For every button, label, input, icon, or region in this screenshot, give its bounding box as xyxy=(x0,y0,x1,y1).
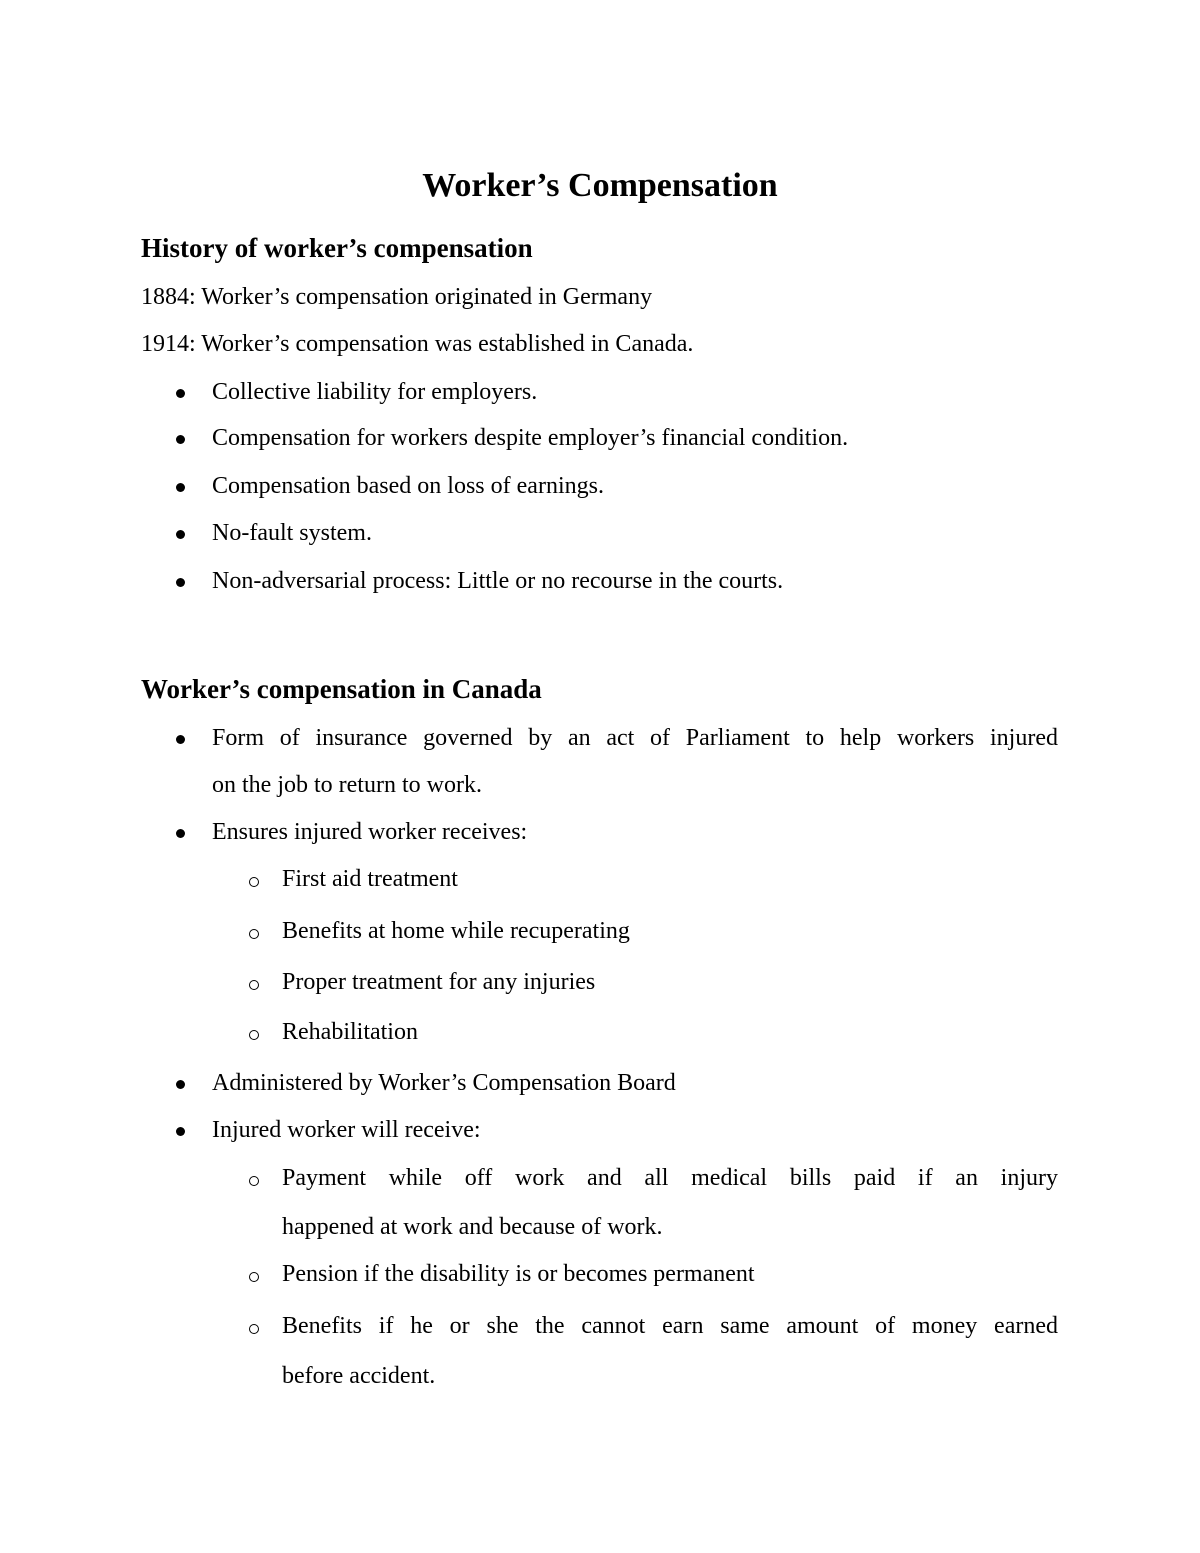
receive-payment-line2: happened at work and because of work. xyxy=(282,1214,663,1240)
receive-benefits-line1: Benefits if he or she the cannot earn same amount of money earned xyxy=(282,1313,1058,1339)
bullet-icon xyxy=(176,530,185,539)
bullet-icon xyxy=(176,483,185,492)
history-line-1914: 1914: Worker’s compensation was established in Canada. xyxy=(141,331,694,357)
ensures-item: Proper treatment for any injuries xyxy=(282,969,596,995)
ensures-item: Benefits at home while recuperating xyxy=(282,918,630,944)
bullet-icon xyxy=(176,1080,185,1089)
history-heading: History of worker’s compensation xyxy=(141,233,533,263)
bullet-icon xyxy=(176,578,185,587)
page-title: Worker’s Compensation xyxy=(422,167,778,204)
canada-bullet-insurance-line1: Form of insurance governed by an act of Parliament to help workers injured xyxy=(212,725,1058,751)
ensures-item: First aid treatment xyxy=(282,866,458,892)
circle-bullet-icon xyxy=(249,1272,259,1282)
canada-heading: Worker’s compensation in Canada xyxy=(141,674,542,704)
history-bullet-item: Collective liability for employers. xyxy=(212,379,538,405)
canada-bullet-administered: Administered by Worker’s Compensation Board xyxy=(212,1070,676,1096)
ensures-item: Rehabilitation xyxy=(282,1019,418,1045)
circle-bullet-icon xyxy=(249,877,259,887)
circle-bullet-icon xyxy=(249,1324,259,1334)
circle-bullet-icon xyxy=(249,929,259,939)
bullet-icon xyxy=(176,829,185,838)
canada-bullet-ensures: Ensures injured worker receives: xyxy=(212,819,528,845)
bullet-icon xyxy=(176,389,185,398)
circle-bullet-icon xyxy=(249,980,259,990)
receive-pension: Pension if the disability is or becomes permanent xyxy=(282,1261,755,1287)
history-bullet-item: Compensation for workers despite employer’s financial condition. xyxy=(212,425,849,451)
history-line-1884: 1884: Worker’s compensation originated in Germany xyxy=(141,284,653,310)
canada-bullet-receive: Injured worker will receive: xyxy=(212,1117,481,1143)
bullet-icon xyxy=(176,435,185,444)
receive-payment-line1: Payment while off work and all medical bills paid if an injury xyxy=(282,1165,1058,1191)
history-bullet-item: No-fault system. xyxy=(212,520,372,546)
circle-bullet-icon xyxy=(249,1176,259,1186)
circle-bullet-icon xyxy=(249,1030,259,1040)
bullet-icon xyxy=(176,1127,185,1136)
history-bullet-item: Compensation based on loss of earnings. xyxy=(212,473,604,499)
history-bullet-item: Non-adversarial process: Little or no recourse in the courts. xyxy=(212,568,784,594)
bullet-icon xyxy=(176,735,185,744)
canada-bullet-insurance-line2: on the job to return to work. xyxy=(212,772,482,798)
receive-benefits-line2: before accident. xyxy=(282,1363,436,1389)
